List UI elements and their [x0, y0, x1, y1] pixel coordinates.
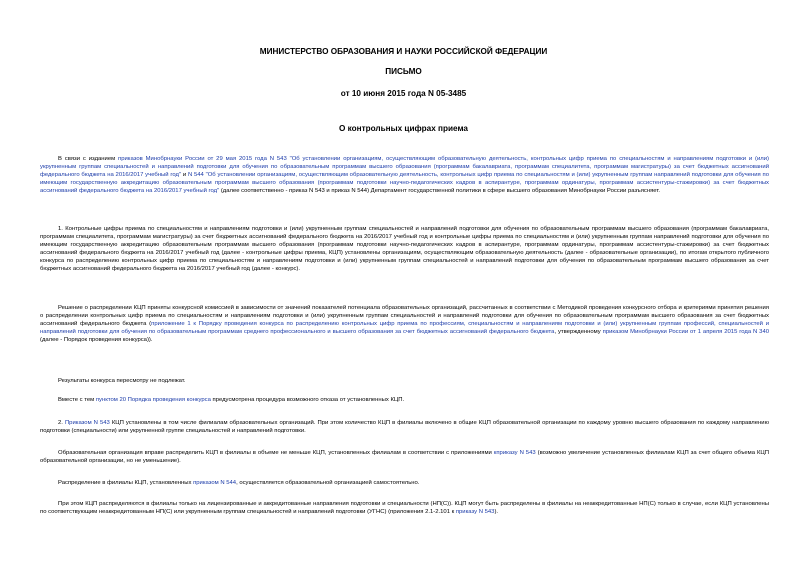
order-543-link[interactable]: приказов Минобрнауки России от 29 мая 2015 года N 543 "Об установлении организациям, осуществляющим образовательную деятельность, контрольных цифр приема по специальностям и направлениям подготовки и (или) укрупненным группам специальностей и направлений подготовки для обучения по образовательным программам высшего образования (программам бакалавриата, программам специалитета, программам магистратуры) за счет бюджетных ассигнований федерального бюджета на 2016/2017 учебный год" — [40, 156, 769, 179]
subject-heading: О контрольных цифрах приема — [339, 124, 468, 133]
paragraph-results — [40, 377, 769, 385]
paragraph-text: Решение о распределении КЦП приняты конкурсной комиссией в зависимости от значений показателей потенциала образовательных организаций, рассчитанных в соответствии с Методикой проведения конкурсного отбора и критериями принятия решения о распределении контрольных цифр приема по специальностям и направлениям подготовки и (или) укрупненным группам специальностей и направлений подготовки для обучения по образовательным программам высшего образования за счет бюджетных ассигнований федерального бюджета ( — [40, 305, 769, 328]
date-number-heading: от 10 июня 2015 года N 05-3485 — [340, 89, 467, 98]
paragraph-text: 2. — [58, 420, 65, 426]
order-544-link[interactable]: приказом N 544 — [193, 480, 237, 486]
order-340-link[interactable]: приказом Минобрнауки России от 1 апреля 2015 года N 340 — [602, 329, 769, 336]
paragraph-text: ). — [494, 509, 499, 516]
document-type-heading: ПИСЬМО — [385, 67, 422, 76]
order-543-link[interactable]: кприказу N 543 — [493, 450, 536, 456]
paragraph-text: Распределение в филиалы КЦП, установленных — [58, 480, 194, 486]
paragraph-text: Образовательная организация вправе распределить КЦП в филиалы в объеме не меньше КЦП, установленных филиалам в соответствии с приложениями — [58, 450, 494, 456]
order-544-link[interactable]: N 544 "Об установлении организациям, осуществляющим образовательную деятельность, контрольных цифр приема по специальностям и (или) укрупненным группам направлений подготовки для обучения по имеющим государственную аккредитацию образовательным программам высшего образования (программам подготовки научно-педагогических кадров в аспирантуре, программам ординатуры, программам ассистентуры-стажировки) за счет бюджетных ассигнований федерального бюджета на 2016/2017 учебный год" — [40, 172, 769, 195]
paragraph-1-kcp — [40, 225, 769, 274]
paragraph-branch-distribution — [40, 449, 769, 465]
paragraph-text: , утвержденному — [554, 329, 603, 336]
paragraph-competition-decision — [40, 304, 769, 344]
paragraph-text: , осуществляется образовательной организацией самостоятельно. — [236, 480, 420, 486]
paragraph-order-544-distribution — [40, 479, 769, 487]
paragraph-accreditation — [40, 500, 769, 516]
ministry-heading: МИНИСТЕРСТВО ОБРАЗОВАНИЯ И НАУКИ РОССИЙСКОЙ ФЕДЕРАЦИИ — [259, 47, 548, 56]
paragraph-text: 1. Контрольные цифры приема по специальностям и направлениям подготовки и (или) укрупненным группам специальностей и направлений подготовки для обучения по образовательным программам высшего образования (программам бакалавриата, программам специалитета, программам магистратуры) за счет бюджетных ассигнований федерального бюджета на 2016/2017 учебный год и контрольные цифры приема по специальностям и (или) укрупненным группам направлений подготовки для обучения по имеющим государственную аккредитацию образовательным программам высшего образования (программам подготовки научно-педагогических кадров в аспирантуре, программам ординатуры, программам ассистентуры-стажировки) за счет бюджетных ассигнований федерального бюджета на 2016/2017 учебный год (далее - контрольные цифры приема, КЦП) установлены организациям, осуществляющим образовательную деятельность (далее - образовательные организации), по итогам открытого публичного конкурса по распределению контрольных цифр приема по специальностям и направлениям подготовки и (или) укрупненным группам специальностей и направлений подготовки для обучения по образовательным программам высшего образования за счет бюджетных ассигнований федерального бюджета на 2016/2017 учебный год (далее - конкурс). — [40, 226, 769, 273]
paragraph-intro — [40, 155, 769, 195]
appendix-1-link[interactable]: приложение 1 к Порядку проведения конкурса по распределению контрольных цифр приема по профессиям, специальностям и направлениям подготовки и (или) укрупненным группам профессий, специальностей и направлений подготовки для обучения по образовательным программам среднего профессионального и высшего образования за счет бюджетных ассигнований федерального бюджета — [40, 321, 770, 336]
order-543-link[interactable]: Приказом N 543 — [64, 420, 110, 426]
paragraph-2-branches — [40, 419, 769, 435]
paragraph-text: КЦП установлены в том числе филиалам образовательных организаций. При этом количество КЦП в филиалы включено в общие КЦП образовательной организации по каждому уровню высшего образования по каждому направлению подготовки (специальности) или укрупненной группе специальностей и направлений подготовки. — [40, 420, 769, 435]
paragraph-text: и — [181, 172, 188, 179]
paragraph-text: (далее - Порядок проведения конкурса)). — [40, 337, 153, 344]
paragraph-text: В связи с изданием — [58, 156, 119, 162]
paragraph-text: предусмотрена процедура возможного отказа от установленных КЦП. — [210, 397, 405, 403]
point-20-link[interactable]: пунктом 20 Порядка проведения конкурса — [95, 397, 211, 403]
order-543-link[interactable]: приказу N 543 — [455, 509, 495, 516]
paragraph-text: (далее соответственно - приказ N 543 и приказ N 544) Департамент государственной политики в сфере высшего образования Минобрнауки России разъясняет. — [219, 188, 661, 195]
paragraph-text: Вместе с тем — [58, 397, 96, 403]
paragraph-refusal — [40, 396, 769, 404]
paragraph-text: (возможно увеличение установленных филиалам КЦП за счет общего объема КЦП образовательной организации, но не уменьшение). — [40, 450, 770, 465]
paragraph-text: При этом КЦП распределяются в филиалы только на лицензированные и аккредитованные направления подготовки и специальности (НП(С)). КЦП могут быть распределены в филиалы на неаккредитованные НП(С) только в случае, если КЦП установлены по соответствующим неаккредитованным НП(С) или укрупненным группам специальностей и направлений подготовки (УГНС) (приложения 2.1-2.101 к — [40, 501, 769, 516]
paragraph-text: Результаты конкурса пересмотру не подлежат. — [58, 378, 186, 384]
